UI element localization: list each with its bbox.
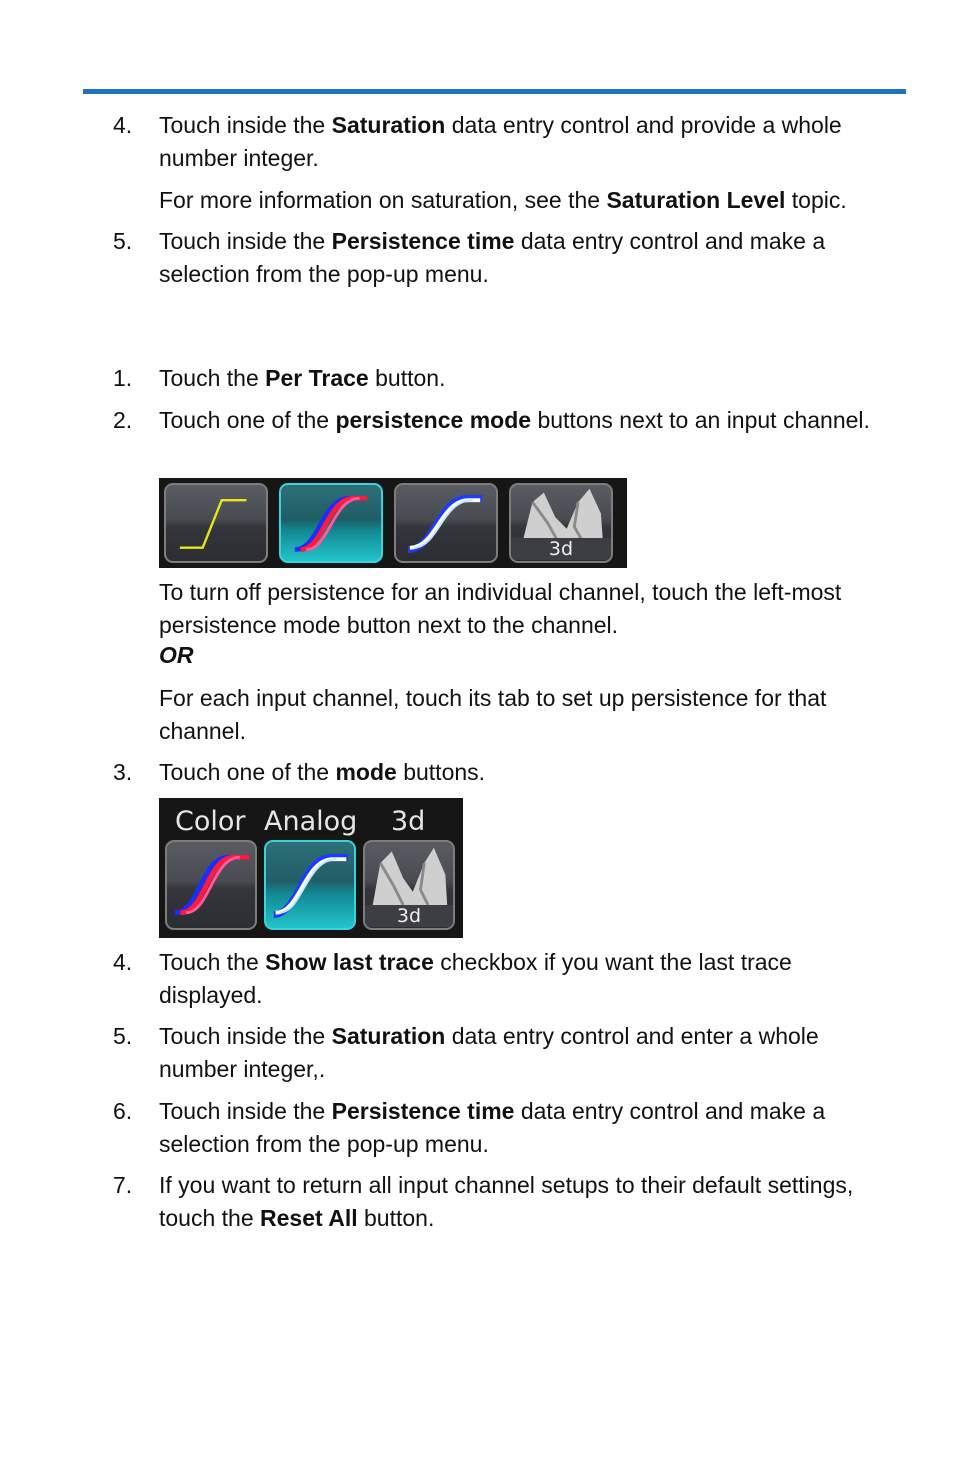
persistence-mode-toolbar (159, 478, 627, 568)
mode-toolbar (159, 798, 463, 938)
step-b6: 6. Touch inside the Persistence time data entry control and make a selection from the pop-up menu. (113, 1098, 826, 1157)
note-turn-off: To turn off persistence for an individual channel, touch the left-most persistence mode button next to the channel. (159, 579, 842, 638)
persistence-color-button[interactable] (279, 483, 383, 563)
step-b1: 1. Touch the Per Trace button. (113, 365, 446, 391)
step-a4: 4. Touch inside the Saturation data entry control and provide a whole number integer. (113, 112, 842, 171)
color-mode-button[interactable] (165, 840, 257, 930)
analog-persistence-icon (396, 485, 496, 561)
step-b7: 7. If you want to return all input channel setups to their default settings, touch the Reset All button. (113, 1172, 854, 1231)
or-label: OR (159, 642, 194, 668)
3d-mode-label: 3d (391, 806, 426, 837)
3d-label: 3d (365, 905, 453, 927)
step-b2: 2. Touch one of the persistence mode buttons next to an input channel. (113, 407, 870, 433)
step-b4: 4. Touch the Show last trace checkbox if you want the last trace displayed. (113, 949, 792, 1008)
3d-label: 3d (511, 538, 611, 560)
step-b5: 5. Touch inside the Saturation data entry control and enter a whole number integer,. (113, 1023, 819, 1082)
step-a5: 5. Touch inside the Persistence time data entry control and make a selection from the pop-up menu. (113, 228, 826, 287)
step-b3: 3. Touch one of the mode buttons. (113, 759, 486, 785)
persistence-analog-button[interactable] (394, 483, 498, 563)
persistence-3d-button[interactable] (509, 483, 613, 563)
header-rule (83, 89, 906, 94)
note-each-channel: For each input channel, touch its tab to set up persistence for that channel. (159, 685, 827, 744)
color-mode-label: Color (175, 806, 246, 837)
color-persistence-icon (167, 842, 255, 928)
color-persistence-icon (281, 485, 381, 561)
note-saturation-level: For more information on saturation, see the Saturation Level topic. (159, 187, 847, 213)
persistence-off-button[interactable] (164, 483, 268, 563)
analog-mode-label: Analog (264, 806, 358, 837)
step-trace-yellow-icon (166, 485, 266, 561)
3d-mode-button[interactable] (363, 840, 455, 930)
analog-persistence-icon (266, 842, 354, 928)
analog-mode-button[interactable] (264, 840, 356, 930)
